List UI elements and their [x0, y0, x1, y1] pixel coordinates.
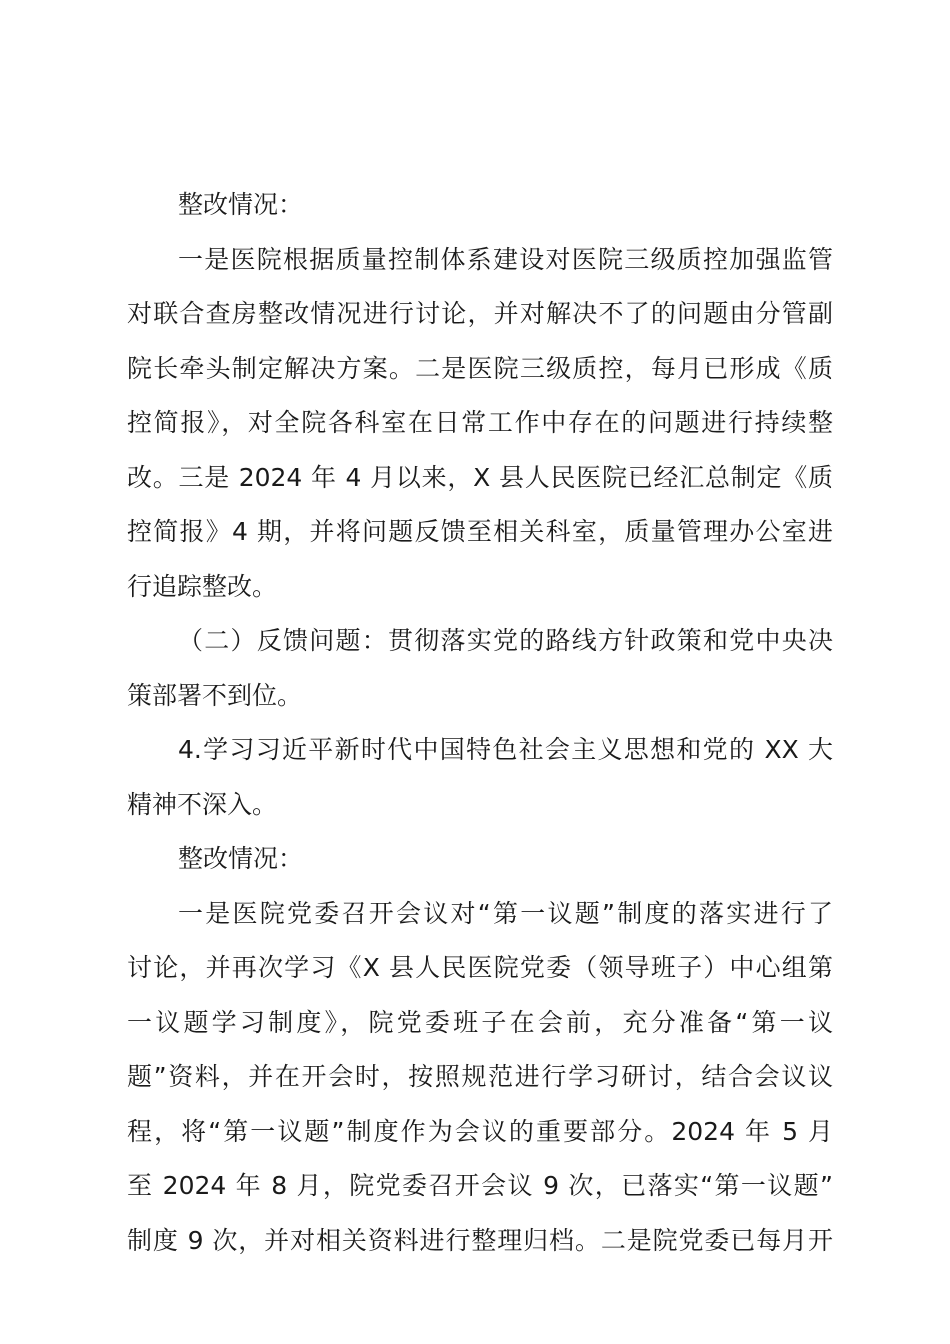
paragraph-line: 题”资料，并在开会时，按照规范进行学习研讨，结合会议议 — [127, 1062, 833, 1091]
document-body — [127, 178, 833, 1268]
paragraph-line: 控简报》4 期，并将问题反馈至相关科室，质量管理办公室进 — [127, 517, 833, 546]
paragraph-line: 改。三是 2024 年 4 月以来，X 县人民医院已经汇总制定《质 — [127, 462, 833, 492]
item-heading-4-cont: 精神不深入。 — [127, 789, 278, 819]
section-heading-feedback: （二）反馈问题：贯彻落实党的路线方针政策和党中央决 — [178, 626, 833, 655]
paragraph-line: 控简报》，对全院各科室在日常工作中存在的问题进行持续整 — [127, 408, 833, 437]
section-heading-rectification: 整改情况： — [178, 190, 304, 219]
paragraph-line: 讨论，并再次学习《X 县人民医院党委（领导班子）中心组第 — [127, 953, 833, 982]
paragraph-line: 至 2024 年 8 月，院党委召开会议 9 次，已落实“第一议题” — [127, 1171, 833, 1200]
paragraph-line: 制度 9 次，并对相关资料进行整理归档。二是院党委已每月开 — [127, 1225, 833, 1255]
paragraph-line: 一是医院根据质量控制体系建设对医院三级质控加强监管 — [178, 244, 833, 274]
item-heading-4: 4.学习习近平新时代中国特色社会主义思想和党的 XX 大 — [178, 735, 833, 764]
paragraph-line: 一是医院党委召开会议对“第一议题”制度的落实进行了 — [178, 898, 833, 928]
section-heading-feedback-cont: 策部署不到位。 — [127, 680, 303, 710]
paragraph-line: 程，将“第一议题”制度作为会议的重要部分。2024 年 5 月 — [127, 1116, 833, 1146]
section-heading-rectification: 整改情况： — [178, 844, 304, 873]
paragraph-line: 一议题学习制度》，院党委班子在会前，充分准备“第一议 — [127, 1007, 833, 1037]
paragraph-line: 院长牵头制定解决方案。二是医院三级质控，每月已形成《质 — [127, 353, 833, 383]
paragraph-line: 对联合查房整改情况进行讨论，并对解决不了的问题由分管副 — [127, 299, 833, 328]
paragraph-line: 行追踪整改。 — [127, 571, 278, 601]
